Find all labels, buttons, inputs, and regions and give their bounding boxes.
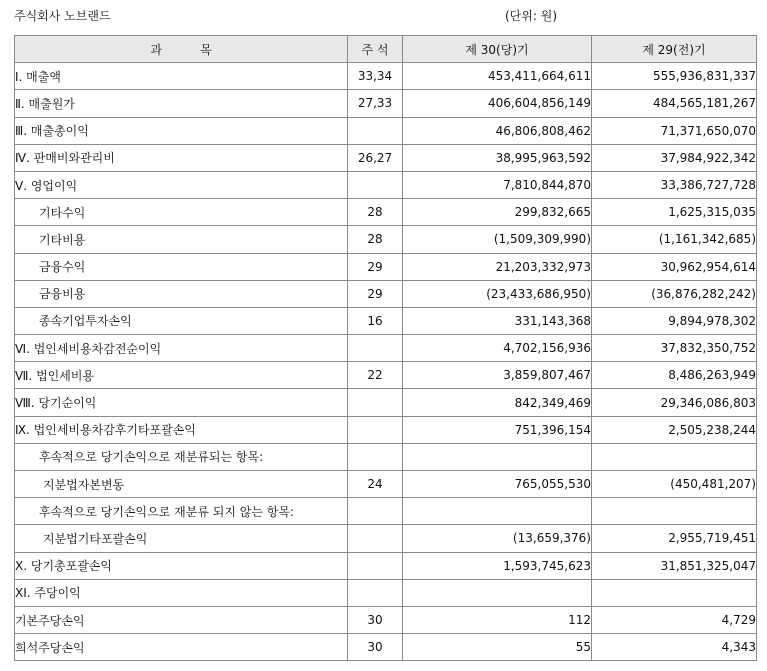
row-current: 453,411,664,611 <box>403 63 592 90</box>
table-row <box>15 579 757 606</box>
row-current: 299,832,665 <box>403 199 592 226</box>
row-prior: 31,851,325,047 <box>592 552 757 579</box>
row-item: 지분법자본변동 <box>15 471 348 498</box>
row-current: 3,859,807,467 <box>403 362 592 389</box>
row-note: 26,27 <box>348 144 403 171</box>
row-item: Ⅵ. 법인세비용차감전순이익 <box>15 335 348 362</box>
row-note: 27,33 <box>348 90 403 117</box>
table-row <box>15 144 757 171</box>
row-prior: 33,386,727,728 <box>592 171 757 198</box>
table-row <box>15 389 757 416</box>
row-item: 희석주당손익 <box>15 634 348 661</box>
row-prior: 484,565,181,267 <box>592 90 757 117</box>
row-note <box>348 389 403 416</box>
row-note <box>348 552 403 579</box>
row-prior: 29,346,086,803 <box>592 389 757 416</box>
table-row <box>15 63 757 90</box>
row-item: 기타수익 <box>15 199 348 226</box>
row-item: Ⅴ. 영업이익 <box>15 171 348 198</box>
income-statement-table <box>14 35 757 661</box>
row-current: 38,995,963,592 <box>403 144 592 171</box>
row-note <box>348 416 403 443</box>
row-item: 금융수익 <box>15 253 348 280</box>
row-current: 842,349,469 <box>403 389 592 416</box>
table-row <box>15 634 757 661</box>
row-current: 7,810,844,870 <box>403 171 592 198</box>
row-note <box>348 117 403 144</box>
row-note: 29 <box>348 253 403 280</box>
row-current: 1,593,745,623 <box>403 552 592 579</box>
row-prior: 30,962,954,614 <box>592 253 757 280</box>
row-item: Ⅸ. 법인세비용차감후기타포괄손익 <box>15 416 348 443</box>
row-prior: 1,625,315,035 <box>592 199 757 226</box>
row-prior: 4,729 <box>592 606 757 633</box>
row-prior: 37,984,922,342 <box>592 144 757 171</box>
row-note: 24 <box>348 471 403 498</box>
table-row <box>15 171 757 198</box>
row-prior: 8,486,263,949 <box>592 362 757 389</box>
row-current: 4,702,156,936 <box>403 335 592 362</box>
row-prior: (36,876,282,242) <box>592 280 757 307</box>
row-note: 28 <box>348 226 403 253</box>
row-prior: 9,894,978,302 <box>592 307 757 334</box>
row-current <box>403 443 592 470</box>
row-current <box>403 498 592 525</box>
table-row <box>15 552 757 579</box>
row-note: 30 <box>348 606 403 633</box>
table-header-row <box>15 36 757 63</box>
row-current: 21,203,332,973 <box>403 253 592 280</box>
row-prior: 71,371,650,070 <box>592 117 757 144</box>
table-row <box>15 90 757 117</box>
row-item: 종속기업투자손익 <box>15 307 348 334</box>
table-row <box>15 416 757 443</box>
row-current: 112 <box>403 606 592 633</box>
row-item: Ⅶ. 법인세비용 <box>15 362 348 389</box>
row-item: Ⅳ. 판매비와관리비 <box>15 144 348 171</box>
row-note: 16 <box>348 307 403 334</box>
row-note: 33,34 <box>348 63 403 90</box>
row-prior: 2,505,238,244 <box>592 416 757 443</box>
row-item: Ⅰ. 매출액 <box>15 63 348 90</box>
row-current <box>403 579 592 606</box>
row-note <box>348 525 403 552</box>
row-note: 22 <box>348 362 403 389</box>
row-current: 331,143,368 <box>403 307 592 334</box>
row-note <box>348 443 403 470</box>
table-row <box>15 362 757 389</box>
column-header-current: 제 30(당)기 <box>403 36 592 63</box>
row-note: 29 <box>348 280 403 307</box>
row-prior: 2,955,719,451 <box>592 525 757 552</box>
row-prior: (450,481,207) <box>592 471 757 498</box>
row-item: 금융비용 <box>15 280 348 307</box>
table-row <box>15 498 757 525</box>
row-prior: (1,161,342,685) <box>592 226 757 253</box>
table-row <box>15 280 757 307</box>
row-note: 28 <box>348 199 403 226</box>
row-item: 지분법기타포괄손익 <box>15 525 348 552</box>
table-row <box>15 199 757 226</box>
column-header-prior: 제 29(전)기 <box>592 36 757 63</box>
row-note <box>348 579 403 606</box>
row-prior: 4,343 <box>592 634 757 661</box>
unit-label: (단위: 원) <box>505 9 557 23</box>
table-row <box>15 253 757 280</box>
row-item: Ⅲ. 매출총이익 <box>15 117 348 144</box>
table-row <box>15 117 757 144</box>
row-item: 기본주당손익 <box>15 606 348 633</box>
row-item: 후속적으로 당기손익으로 재분류 되지 않는 항목: <box>15 498 348 525</box>
row-current: (23,433,686,950) <box>403 280 592 307</box>
table-row <box>15 606 757 633</box>
row-item: XI. 주당이익 <box>15 579 348 606</box>
row-note: 30 <box>348 634 403 661</box>
column-header-item: 과 목 <box>15 36 348 63</box>
row-current: 46,806,808,462 <box>403 117 592 144</box>
row-note <box>348 335 403 362</box>
row-prior: 555,936,831,337 <box>592 63 757 90</box>
table-row <box>15 307 757 334</box>
row-current: (1,509,309,990) <box>403 226 592 253</box>
table-row <box>15 471 757 498</box>
column-header-note: 주 석 <box>348 36 403 63</box>
row-item: 기타비용 <box>15 226 348 253</box>
row-prior <box>592 579 757 606</box>
table-row <box>15 443 757 470</box>
row-current: (13,659,376) <box>403 525 592 552</box>
table-row <box>15 335 757 362</box>
row-current: 765,055,530 <box>403 471 592 498</box>
table-row <box>15 525 757 552</box>
row-prior <box>592 443 757 470</box>
row-current: 406,604,856,149 <box>403 90 592 117</box>
row-prior: 37,832,350,752 <box>592 335 757 362</box>
row-item: Ⅷ. 당기순이익 <box>15 389 348 416</box>
row-note <box>348 171 403 198</box>
row-current: 751,396,154 <box>403 416 592 443</box>
row-item: Ⅱ. 매출원가 <box>15 90 348 117</box>
row-item: Ⅹ. 당기총포괄손익 <box>15 552 348 579</box>
row-current: 55 <box>403 634 592 661</box>
row-item: 후속적으로 당기손익으로 재분류되는 항목: <box>15 443 348 470</box>
row-prior <box>592 498 757 525</box>
row-note <box>348 498 403 525</box>
company-name: 주식회사 노브랜드 <box>14 9 111 23</box>
table-row <box>15 226 757 253</box>
